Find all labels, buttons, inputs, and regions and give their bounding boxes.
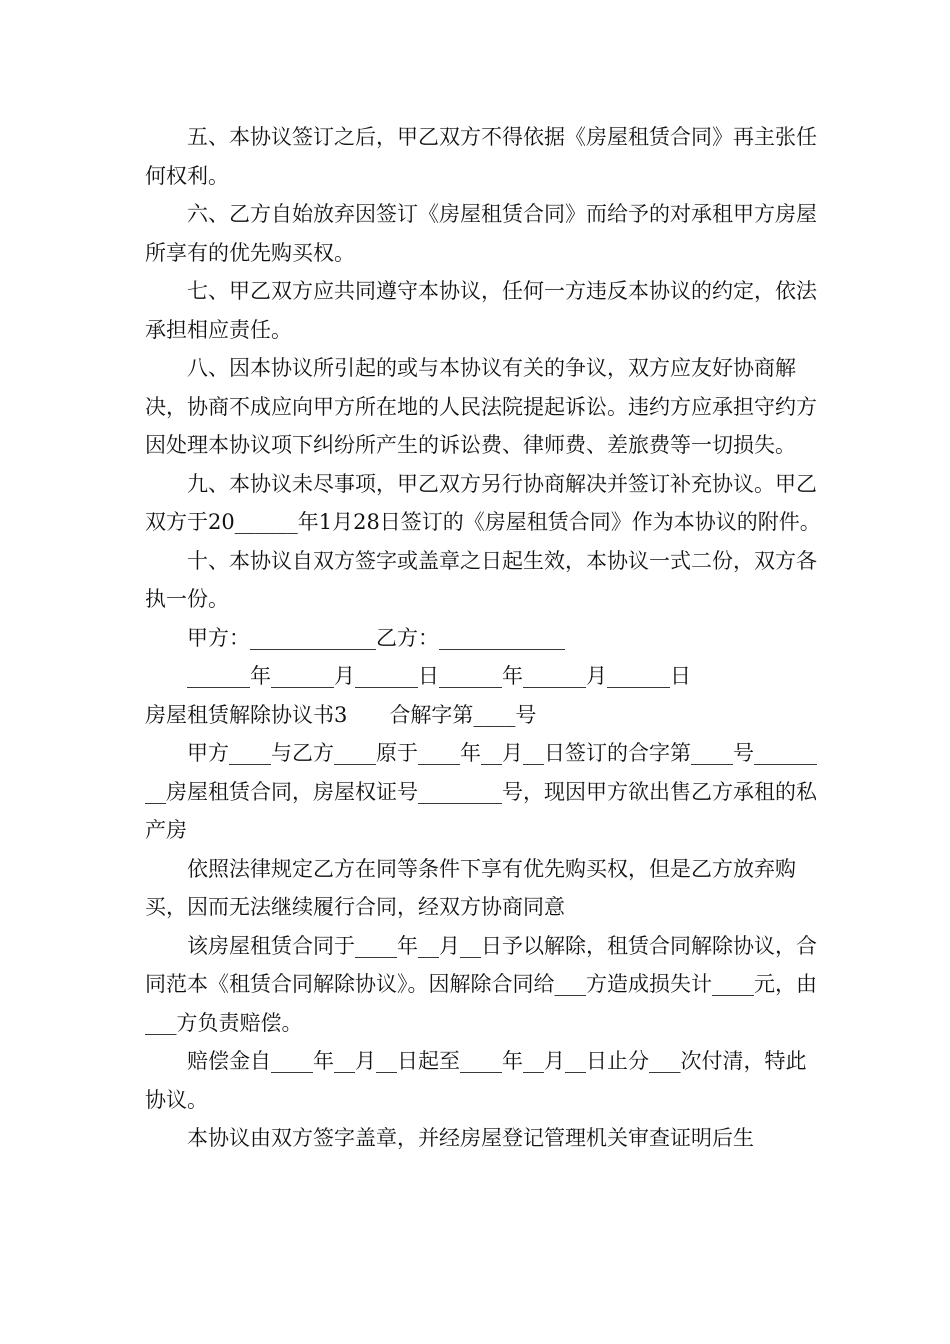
signature-parties-line: 甲方：____________乙方：____________ bbox=[187, 625, 565, 650]
clause-5: 五、本协议签订之后，甲乙双方不得依据《房屋租赁合同》再主张任何权利。 bbox=[145, 125, 817, 188]
second-doc-paragraph-1: 甲方____与乙方____原于____年__月__日签订的合字第____号________房屋租赁合同，房屋权证号________号，现因甲方欲出售乙方承租的私产房 bbox=[145, 741, 817, 842]
clause-7: 七、甲乙双方应共同遵守本协议，任何一方违反本协议的约定，依法承担相应责任。 bbox=[145, 279, 817, 342]
signature-dates-line: ______年______月______日______年______月______日 bbox=[187, 664, 691, 688]
second-doc-paragraph-2: 依照法律规定乙方在同等条件下享有优先购买权，但是乙方放弃购买，因而无法继续履行合同，经双方协商同意 bbox=[145, 856, 796, 919]
clause-9: 九、本协议未尽事项，甲乙双方另行协商解决并签订补充协议。甲乙双方于20______年1月28日签订的《房屋租赁合同》作为本协议的附件。 bbox=[145, 471, 821, 534]
clause-10: 十、本协议自双方签字或盖章之日起生效，本协议一式二份，双方各执一份。 bbox=[145, 548, 817, 611]
second-doc-paragraph-5: 本协议由双方签字盖章，并经房屋登记管理机关审查证明后生 bbox=[187, 1126, 754, 1150]
clause-6: 六、乙方自始放弃因签订《房屋租赁合同》而给予的对承租甲方房屋所享有的优先购买权。 bbox=[145, 202, 817, 265]
second-doc-paragraph-4: 赔偿金自____年__月__日起至____年__月__日止分___次付清，特此协议。 bbox=[145, 1049, 807, 1112]
second-document-title: 房屋租赁解除协议书3 合解字第____号 bbox=[145, 702, 537, 727]
clause-8: 八、因本协议所引起的或与本协议有关的争议，双方应友好协商解决，协商不成应向甲方所在地的人民法院提起诉讼。违约方应承担守约方因处理本协议项下纠纷所产生的诉讼费、律师费、差旅费等一切损失。 bbox=[145, 356, 817, 457]
document-page bbox=[145, 118, 825, 1158]
second-doc-paragraph-3: 该房屋租赁合同于____年__月__日予以解除，租赁合同解除协议，合同范本《租赁合同解除协议》。因解除合同给___方造成损失计____元，由___方负责赔偿。 bbox=[145, 933, 817, 1035]
